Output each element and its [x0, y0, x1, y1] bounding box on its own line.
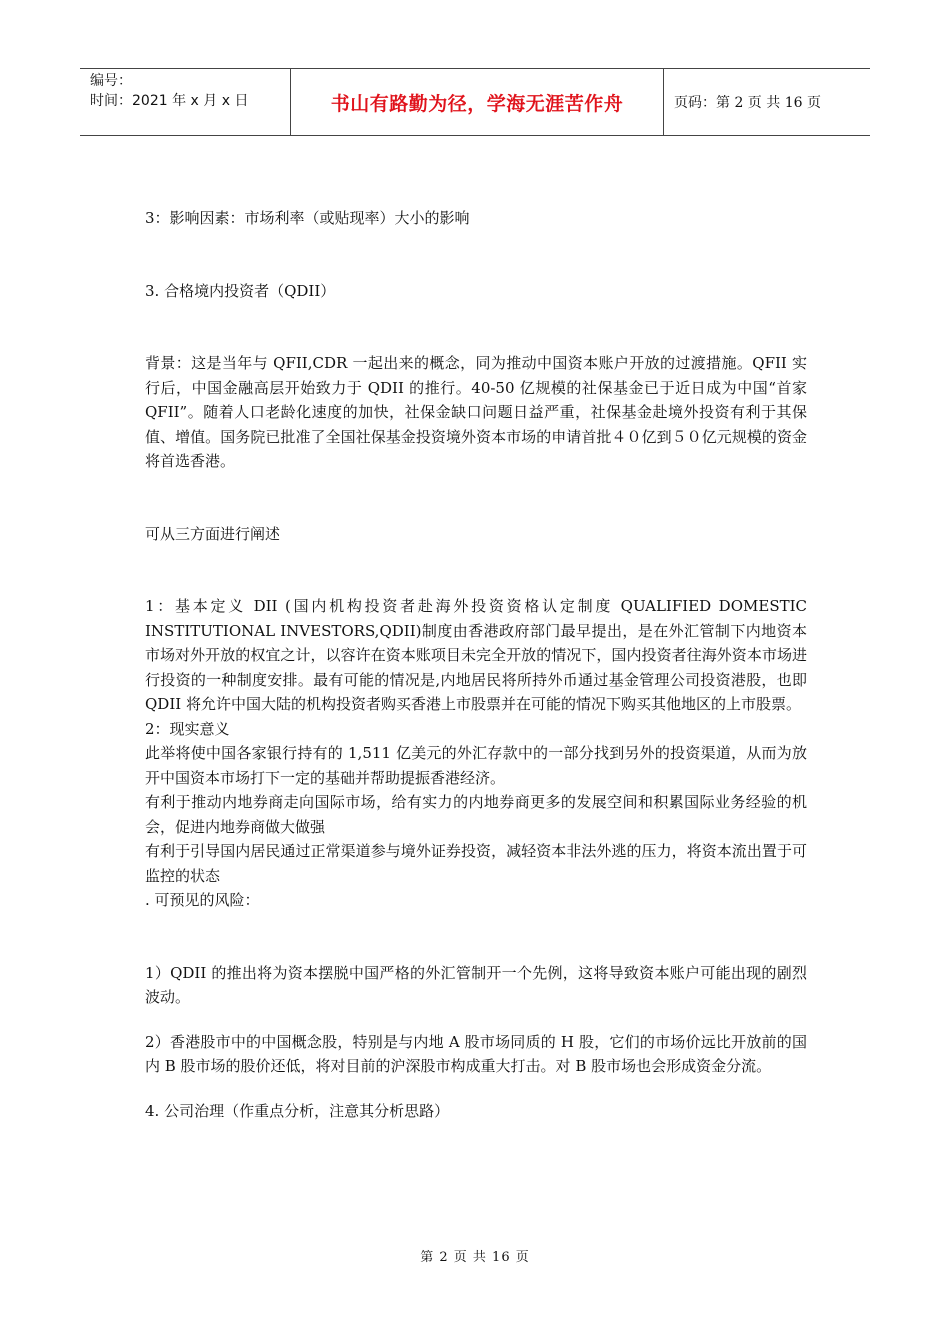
page-footer: 第 2 页 共 16 页 [420, 1250, 530, 1265]
document-number-label: 编号： [90, 73, 132, 89]
paragraph-three-aspects: 可从三方面进行阐述 [145, 524, 281, 543]
paragraph-background: 背景：这是当年与 QFII,CDR 一起出来的概念，同为推动中国资本账户开放的过渡措施。QFII 实行后，中国金融高层开始致力于 QDII 的推行。40-50 亿规模的社保基金已于近日成为中国“首家 QFII”。随着人口老龄化速度的加快，社保金缺口问题日益严重，社保基金赴境外投资有利于其保值、增值。国务院已批准了全国社保基金投资境外资本市场的申请首批４０亿到５０亿元规模的资金将首选香港。 [145, 354, 807, 470]
paragraph-risks-heading: . 可预见的风险： [145, 891, 260, 909]
paragraph-significance-1: 此举将使中国各家银行持有的 1,511 亿美元的外汇存款中的一部分找到另外的投资渠道，从而为放开中国资本市场打下一定的基础并帮助提振香港经济。 [145, 744, 807, 787]
document-body [145, 206, 807, 1123]
section-heading-corporate-governance: 4. 公司治理（作重点分析，注意其分析思路） [145, 1101, 450, 1120]
header-meta [80, 69, 291, 135]
paragraph-definition: 1：基本定义 DII (国内机构投资者赴海外投资资格认定制度 QUALIFIED DOMESTIC INSTITUTIONAL INVESTORS,QDII)制度由香港政府部门最早提出，是在外汇管制下内地资本市场对外开放的权宜之计，以容许在资本账项目未完全开放的情况下，国内投资者往海外资本市场进行投资的一种制度安排。最有可能的情况是,内地居民将所持外币通过基金管理公司投资港股，也即 QDII 将允许中国大陆的机构投资者购买香港上市股票并在可能的情况下购买其他地区的上市股票。 [145, 597, 807, 713]
paragraph-risk-2: 2）香港股市中的中国概念股，特别是与内地 A 股市场同质的 H 股，它们的市场价远比开放前的国内 B 股市场的股价还低，将对目前的沪深股市构成重大打击。对 B 股市场也会形成资金分流。 [145, 1032, 807, 1075]
header-motto: 书山有路勤为径，学海无涯苦作舟 [291, 69, 664, 135]
section-heading-qdii: 3. 合格境内投资者（QDII） [145, 281, 336, 300]
header-page-info: 页码：第 2 页 共 16 页 [674, 95, 821, 111]
paragraph-significance-3: 有利于引导国内居民通过正常渠道参与境外证券投资，减轻资本非法外逃的压力，将资本流出置于可监控的状态 [145, 842, 807, 885]
paragraph-influencing-factors: 3：影响因素：市场利率（或贴现率）大小的影响 [145, 209, 470, 227]
paragraph-significance-heading: 2：现实意义 [145, 719, 230, 738]
paragraph-significance-2: 有利于推动内地券商走向国际市场，给有实力的内地券商更多的发展空间和积累国际业务经验的机会，促进内地券商做大做强 [145, 793, 807, 836]
page-header [80, 68, 870, 136]
document-date: 时间：2021 年 x 月 x 日 [90, 93, 249, 109]
paragraph-risk-1: 1）QDII 的推出将为资本摆脱中国严格的外汇管制开一个先例，这将导致资本账户可能出现的剧烈波动。 [145, 963, 807, 1006]
